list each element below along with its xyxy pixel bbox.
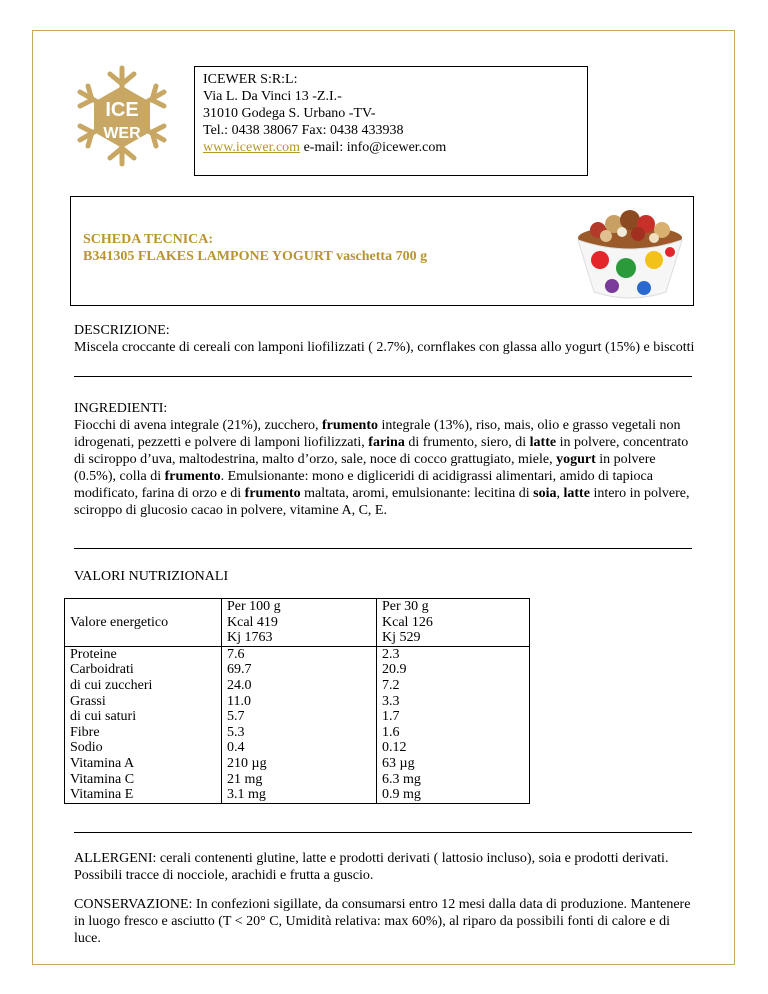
nutrient-label: Vitamina E xyxy=(70,787,134,803)
nutrient-label: Vitamina A xyxy=(70,755,135,771)
separator-line xyxy=(74,548,692,549)
separator-line xyxy=(74,376,692,377)
company-phone: Tel.: 0438 38067 Fax: 0438 433938 xyxy=(203,123,404,138)
logo-text-bottom: WER xyxy=(103,125,141,142)
nutrient-value-100: 69.7 xyxy=(227,662,252,678)
kj-30: Kj 529 xyxy=(382,630,421,646)
company-email: e-mail: info@icewer.com xyxy=(300,140,447,155)
logo-text-top: ICE xyxy=(105,99,139,121)
ingredient-text-run: integrale (13%), riso, mais, olio e grasso vegetali non idrogenati, pezzetti e polvere di lamponi liofilizzati, xyxy=(74,418,681,450)
ingredient-allergen: frumento xyxy=(244,486,301,501)
nutrient-label: Proteine xyxy=(70,646,117,662)
ingredient-allergen: farina xyxy=(368,435,405,450)
scheda-title-block xyxy=(83,231,427,265)
nutrient-value-100: 21 mg xyxy=(227,771,263,787)
nutrition-table xyxy=(64,598,530,804)
per-100-header: Per 100 g xyxy=(227,599,281,614)
nutrient-value-100: 24.0 xyxy=(227,677,252,693)
company-address: Via L. Da Vinci 13 -Z.I.- xyxy=(203,89,342,104)
valori-heading: VALORI NUTRIZIONALI xyxy=(74,569,229,584)
ingredient-allergen: soia xyxy=(533,486,557,501)
nutrient-per-100-cell xyxy=(222,646,377,803)
nutrient-value-30: 3.3 xyxy=(382,693,400,709)
conservazione-text: CONSERVAZIONE: In confezioni sigillate, da consumarsi entro 12 mesi dalla data di produzione. Mantenere in luogo fresco e asciutto (T < 20° C, Umidità relativa: max 60%), al riparo da possibili fonti di calore e di luce. xyxy=(74,897,691,946)
nutrient-value-100: 210 µg xyxy=(227,755,267,771)
nutrient-value-30: 20.9 xyxy=(382,662,407,678)
ingredient-text-run: intero in polvere, sciroppo di glucosio cacao in polvere, vitamine A, C, E. xyxy=(74,486,690,518)
product-name: B341305 FLAKES LAMPONE YOGURT vaschetta 700 g xyxy=(83,249,428,264)
icewer-logo xyxy=(64,60,180,172)
ingredient-text-run: . Emulsionante: mono e digliceridi di acidigrassi alimentari, amido di tapioca modificato, farina di orzo e di xyxy=(74,469,653,501)
nutrient-label: Fibre xyxy=(70,724,100,740)
nutrient-label: Vitamina C xyxy=(70,771,135,787)
ingredient-allergen: yogurt xyxy=(556,452,596,467)
ingredient-allergen: latte xyxy=(563,486,590,501)
ingredient-allergen: frumento xyxy=(322,418,379,433)
company-name: ICEWER S:R:L: xyxy=(203,72,298,87)
ingredient-text-run: maltata, aromi, emulsionante: lecitina di xyxy=(300,486,534,501)
product-bowl-image xyxy=(570,204,690,304)
ingredienti-section xyxy=(74,400,698,519)
nutrient-label: Grassi xyxy=(70,693,106,709)
nutrient-per-30-cell xyxy=(377,646,530,803)
website-link[interactable]: www.icewer.com xyxy=(203,140,301,155)
nutrient-label: Carboidrati xyxy=(70,662,134,678)
nutrient-label: di cui zuccheri xyxy=(70,677,153,693)
nutrient-value-30: 2.3 xyxy=(382,646,400,662)
nutrient-value-30: 7.2 xyxy=(382,677,400,693)
energy-label: Valore energetico xyxy=(70,614,169,630)
descrizione-text: Miscela croccante di cereali con lamponi liofilizzati ( 2.7%), cornflakes con glassa allo yogurt (15%) e biscotti xyxy=(74,340,695,355)
ingredient-allergen: latte xyxy=(529,435,557,450)
nutrient-value-30: 6.3 mg xyxy=(382,771,421,787)
nutrient-value-100: 5.3 xyxy=(227,724,245,740)
per-30-header: Per 30 g xyxy=(382,599,429,614)
energy-label-cell xyxy=(65,599,222,647)
ingredient-text-run: Fiocchi di avena integrale (21%), zucchero, xyxy=(74,418,323,433)
nutrient-value-30: 0.9 mg xyxy=(382,787,421,803)
scheda-title: SCHEDA TECNICA: xyxy=(83,232,214,247)
company-info-box xyxy=(194,66,588,176)
descrizione-section xyxy=(74,322,698,356)
company-contacts xyxy=(203,139,579,156)
table-row-energy xyxy=(65,599,530,647)
nutrient-value-100: 3.1 mg xyxy=(227,787,266,803)
per-30-header-cell xyxy=(377,599,530,647)
nutrient-labels-cell xyxy=(65,646,222,803)
kcal-100: Kcal 419 xyxy=(227,614,278,630)
ingredient-text-run: , xyxy=(556,486,564,501)
nutrient-value-30: 0.12 xyxy=(382,740,407,756)
nutrient-value-100: 0.4 xyxy=(227,740,245,756)
ingredienti-text xyxy=(74,417,698,519)
nutrient-value-100: 5.7 xyxy=(227,709,245,725)
nutrient-value-100: 7.6 xyxy=(227,646,245,662)
nutrient-value-30: 1.7 xyxy=(382,709,400,725)
company-city: 31010 Godega S. Urbano -TV- xyxy=(203,106,376,121)
table-row-nutrients xyxy=(65,646,530,803)
nutrient-label: Sodio xyxy=(70,740,103,756)
nutrient-value-30: 63 µg xyxy=(382,755,415,771)
descrizione-heading: DESCRIZIONE: xyxy=(74,323,170,338)
nutrient-value-30: 1.6 xyxy=(382,724,400,740)
kcal-30: Kcal 126 xyxy=(382,614,433,630)
kj-100: Kj 1763 xyxy=(227,630,273,646)
ingredient-text-run: di frumento, siero, di xyxy=(404,435,530,450)
nutrient-label: di cui saturi xyxy=(70,709,137,725)
per-100-header-cell xyxy=(222,599,377,647)
allergeni-text: ALLERGENI: cerali contenenti glutine, latte e prodotti derivati ( lattosio incluso), soia e prodotti derivati. Possibili tracce di nocciole, arachidi e frutta a guscio. xyxy=(74,851,669,883)
separator-line xyxy=(74,832,692,833)
ingredienti-heading: INGREDIENTI: xyxy=(74,401,168,416)
ingredient-allergen: frumento xyxy=(164,469,221,484)
ingredient-text-run: in polvere, concentrato di sciroppo d’uva, maltodestrina, malto d’orzo, sale, noce di cocco grattugiato, miele, xyxy=(74,435,689,467)
ingredient-text-run: in polvere (0.5%), colla di xyxy=(74,452,656,484)
nutrient-value-100: 11.0 xyxy=(227,693,251,709)
